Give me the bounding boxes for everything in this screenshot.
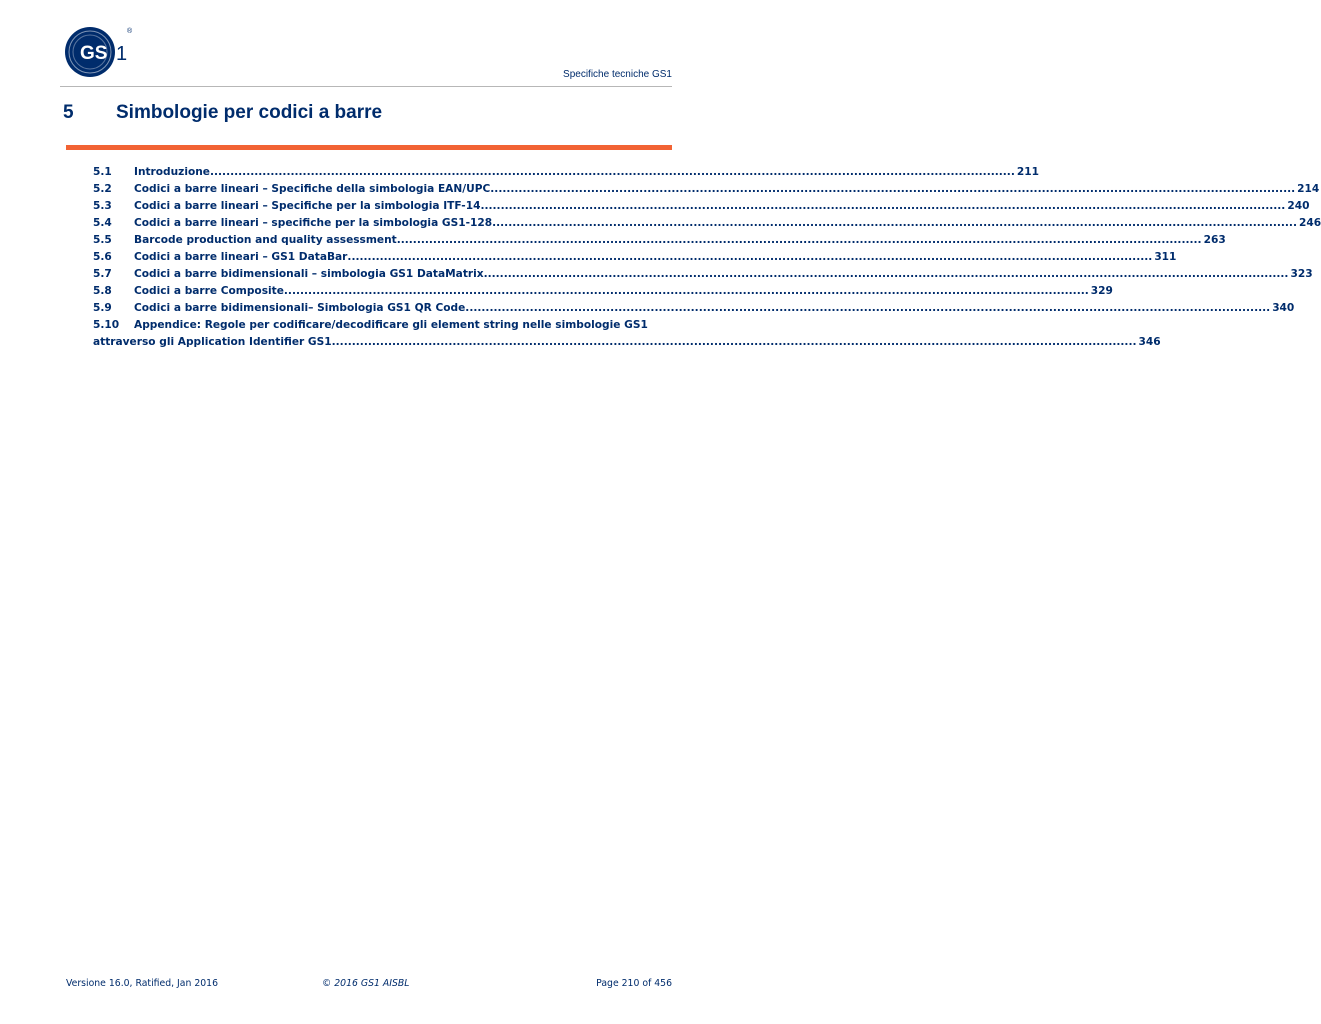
toc-entry[interactable]	[93, 251, 1177, 268]
toc-entry[interactable]	[93, 302, 1295, 319]
toc-number: 5.2	[93, 183, 112, 195]
toc-entry[interactable]	[93, 285, 1113, 302]
table-of-contents	[93, 166, 1321, 353]
toc-page-number: 211	[1016, 166, 1039, 178]
footer-page-number: Page 210 of 456	[596, 978, 672, 989]
chapter-title: Simbologie per codici a barre	[116, 102, 383, 123]
toc-leader	[490, 183, 1295, 195]
chapter-number: 5	[63, 102, 74, 123]
toc-number: 5.6	[93, 251, 112, 263]
chapter-accent-bar	[66, 145, 672, 150]
toc-leader	[492, 217, 1297, 229]
toc-number: 5.3	[93, 200, 112, 212]
toc-title: Introduzione	[134, 166, 210, 178]
svg-text:®: ®	[127, 28, 133, 35]
toc-title: Appendice: Regole per codificare/decodificare gli element string nelle simbologie GS1	[134, 319, 648, 331]
toc-title: Barcode production and quality assessment	[134, 234, 397, 246]
toc-leader	[332, 336, 1137, 348]
toc-leader	[480, 200, 1285, 212]
toc-leader	[397, 234, 1202, 246]
toc-entry[interactable]	[93, 319, 1161, 353]
toc-number: 5.4	[93, 217, 112, 229]
svg-text:GS: GS	[80, 43, 108, 64]
toc-entry[interactable]	[93, 200, 1310, 217]
toc-page-number: 246	[1299, 217, 1321, 229]
toc-leader	[465, 302, 1270, 314]
toc-page-number: 346	[1138, 336, 1161, 348]
toc-number: 5.9	[93, 302, 112, 314]
header-divider	[60, 86, 672, 87]
toc-entry[interactable]	[93, 217, 1321, 234]
svg-text:1: 1	[116, 43, 128, 65]
toc-page-number: 311	[1154, 251, 1177, 263]
toc-entry[interactable]	[93, 234, 1226, 251]
toc-page-number: 240	[1287, 200, 1310, 212]
toc-number: 5.1	[93, 166, 112, 178]
toc-title-continued: attraverso gli Application Identifier GS1	[93, 336, 332, 348]
toc-leader	[284, 285, 1089, 297]
toc-title: Codici a barre lineari – specifiche per la simbologia GS1-128	[134, 217, 493, 229]
toc-page-number: 340	[1272, 302, 1295, 314]
toc-title: Codici a barre bidimensionali– Simbologia GS1 QR Code	[134, 302, 466, 314]
footer-version: Versione 16.0, Ratified, Jan 2016	[66, 978, 218, 989]
toc-title: Codici a barre bidimensionali – simbologia GS1 DataMatrix	[134, 268, 484, 280]
toc-title: Codici a barre lineari – GS1 DataBar	[134, 251, 348, 263]
toc-title: Codici a barre lineari – Specifiche della simbologia EAN/UPC	[134, 183, 491, 195]
toc-number: 5.5	[93, 234, 112, 246]
toc-page-number: 263	[1203, 234, 1226, 246]
gs1-logo	[64, 25, 134, 79]
toc-entry[interactable]	[93, 268, 1313, 285]
toc-page-number: 214	[1297, 183, 1320, 195]
toc-number: 5.8	[93, 285, 112, 297]
toc-title: Codici a barre lineari – Specifiche per la simbologia ITF-14	[134, 200, 481, 212]
toc-number: 5.7	[93, 268, 112, 280]
footer-copyright: © 2016 GS1 AISBL	[322, 978, 410, 989]
toc-leader	[347, 251, 1152, 263]
toc-leader	[210, 166, 1015, 178]
toc-entry[interactable]	[93, 183, 1320, 200]
toc-page-number: 329	[1090, 285, 1113, 297]
toc-leader	[484, 268, 1289, 280]
toc-page-number: 323	[1290, 268, 1313, 280]
toc-title: Codici a barre Composite	[134, 285, 284, 297]
toc-number: 5.10	[93, 319, 120, 331]
header-title: Specifiche tecniche GS1	[563, 69, 672, 80]
toc-entry[interactable]	[93, 166, 1039, 183]
